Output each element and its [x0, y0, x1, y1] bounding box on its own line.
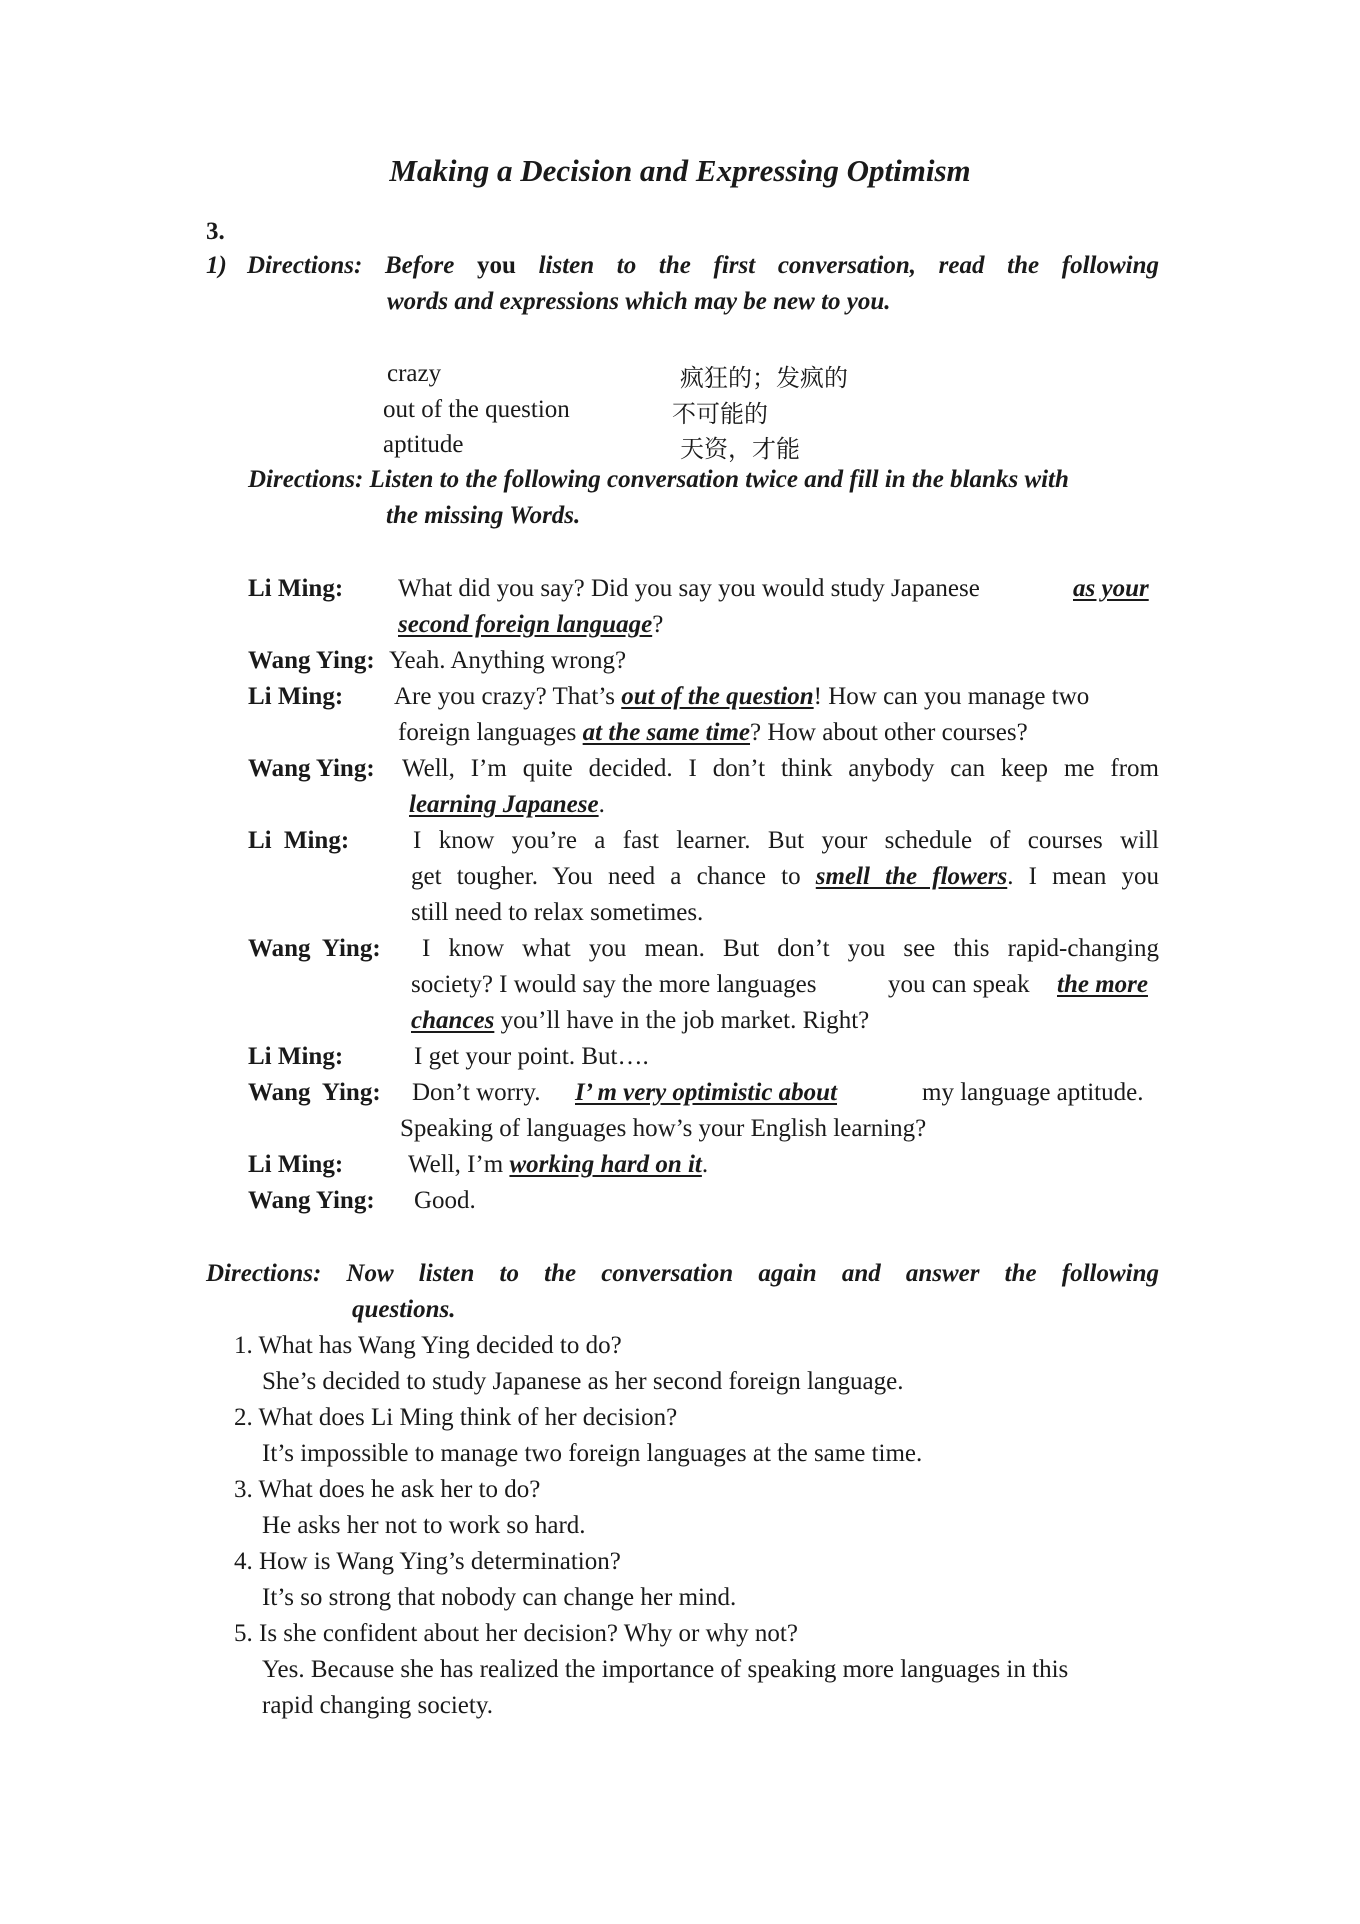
vocab-word: aptitude [383, 431, 464, 458]
speaker-label: Wang Ying: [248, 647, 375, 674]
answer-blank: chances [411, 1007, 495, 1034]
speaker-label: Wang Ying: [248, 1079, 381, 1106]
question: 5. Is she confident about her decision? Why or why not? [234, 1620, 798, 1647]
answer: It’s impossible to manage two foreign languages at the same time. [262, 1440, 923, 1467]
dialogue-line: still need to relax sometimes. [411, 899, 704, 926]
vocab-word: out of the question [383, 396, 570, 423]
vocab-meaning: 天资，才能 [680, 435, 800, 463]
vocab-meaning: 疯狂的；发疯的 [680, 364, 848, 392]
dialogue-line: you can speak [888, 971, 1030, 998]
question: 2. What does Li Ming think of her decision? [234, 1404, 678, 1431]
directions-2-line-2: the missing Words. [386, 502, 581, 529]
dialogue-line: society? I would say the more languages [411, 971, 817, 998]
speaker-label: Wang Ying: [248, 755, 375, 782]
dialogue-line: get tougher. You need a chance to smell the flowers. I mean you [411, 863, 1159, 890]
speaker-label: Wang Ying: [248, 1187, 375, 1214]
directions-1-line-1: Directions: Before you listen to the first conversation, read the following [247, 252, 1160, 279]
vocab-meaning: 不可能的 [672, 400, 768, 428]
answer-blank: the more [1057, 971, 1148, 998]
directions-2-line-1: Directions: Listen to the following conversation twice and fill in the blanks with [248, 466, 1069, 493]
directions-3-line-1: Directions: Now listen to the conversation again and answer the following [206, 1260, 1159, 1287]
speaker-label: Li Ming: [248, 683, 344, 710]
dialogue-line: Well, I’m working hard on it. [408, 1151, 709, 1178]
answer-blank: I’ m very optimistic about [575, 1079, 838, 1106]
answer-blank: as your [1073, 575, 1149, 602]
dialogue-line: I get your point. But…. [414, 1043, 649, 1070]
dialogue-line: Are you crazy? That’s out of the question! How can you manage two [394, 683, 1090, 710]
answer-blank: learning Japanese [409, 791, 599, 818]
dialogue-line: second foreign language? [398, 611, 664, 638]
question: 1. What has Wang Ying decided to do? [234, 1332, 622, 1359]
dialogue-line: learning Japanese. [409, 791, 605, 818]
directions-1-label: Directions: [247, 252, 363, 279]
dialogue-line: What did you say? Did you say you would study Japanese [398, 575, 980, 602]
dialogue-line: I know what you mean. But don’t you see this rapid-changing [422, 935, 1159, 962]
speaker-label: Li Ming: [248, 1151, 344, 1178]
answer-blank: second foreign language [398, 611, 653, 638]
directions-3-line-2: questions. [352, 1296, 456, 1323]
page-title: Making a Decision and Expressing Optimism [389, 153, 971, 188]
dialogue-line: Yeah. Anything wrong? [389, 647, 627, 674]
question: 4. How is Wang Ying’s determination? [234, 1548, 621, 1575]
part-number: 1) [206, 252, 227, 279]
dialogue-line: Don’t worry. [412, 1079, 541, 1106]
directions-1-line-2: words and expressions which may be new to you. [387, 288, 891, 315]
answer-continued: rapid changing society. [262, 1692, 493, 1719]
section-number: 3. [206, 218, 225, 245]
answer-blank: out of the question [621, 683, 814, 710]
dialogue-line: Speaking of languages how’s your English learning? [400, 1115, 927, 1142]
answer: She’s decided to study Japanese as her second foreign language. [262, 1368, 904, 1395]
answer: He asks her not to work so hard. [262, 1512, 586, 1539]
dialogue-line: I know you’re a fast learner. But your schedule of courses will [413, 827, 1159, 854]
speaker-label: Li Ming: [248, 827, 350, 854]
dialogue-line: Well, I’m quite decided. I don’t think anybody can keep me from [402, 755, 1159, 782]
answer-blank: smell the flowers [815, 863, 1008, 890]
answer-blank: at the same time [582, 719, 751, 746]
question: 3. What does he ask her to do? [234, 1476, 541, 1503]
speaker-label: Wang Ying: [248, 935, 381, 962]
dialogue-line: chances you’ll have in the job market. Right? [411, 1007, 870, 1034]
speaker-label: Li Ming: [248, 575, 344, 602]
answer: Yes. Because she has realized the importance of speaking more languages in this [262, 1656, 1069, 1683]
speaker-label: Li Ming: [248, 1043, 344, 1070]
dialogue-line: Good. [414, 1187, 476, 1214]
answer: It’s so strong that nobody can change her mind. [262, 1584, 737, 1611]
dialogue-line: foreign languages at the same time? How about other courses? [398, 719, 1028, 746]
answer-blank: working hard on it [509, 1151, 702, 1178]
dialogue-line: my language aptitude. [922, 1079, 1144, 1106]
vocab-word: crazy [387, 360, 442, 387]
